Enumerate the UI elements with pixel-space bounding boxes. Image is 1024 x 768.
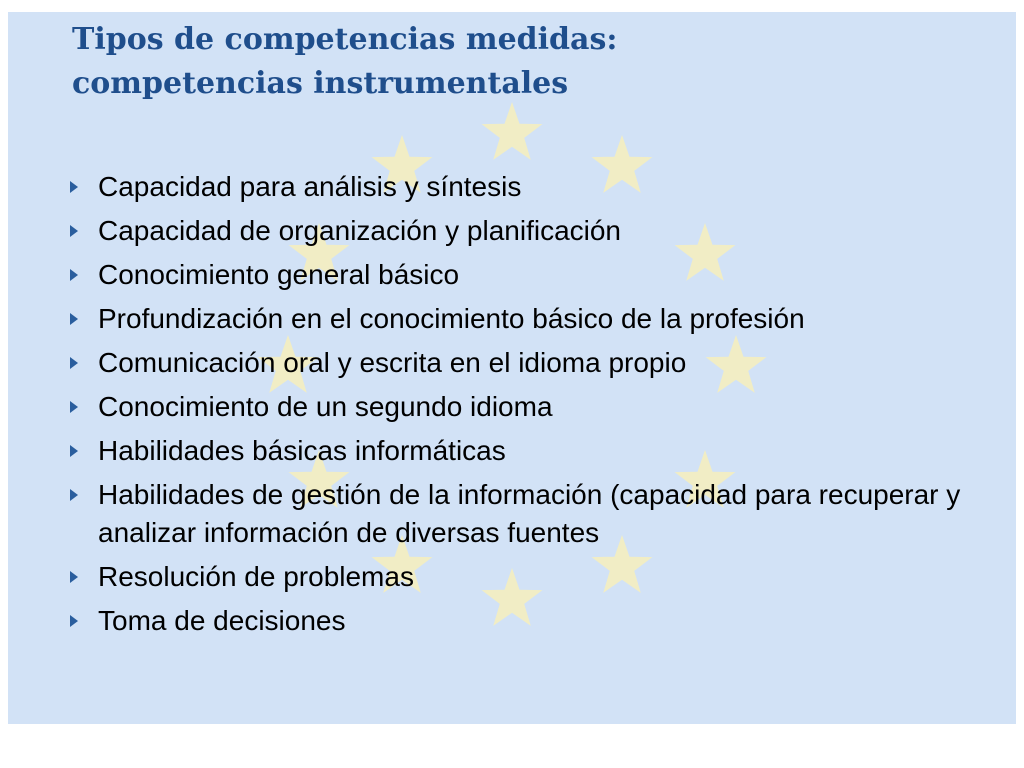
list-item [70, 344, 970, 382]
triangle-bullet-icon [70, 357, 78, 369]
triangle-bullet-icon [70, 401, 78, 413]
triangle-bullet-icon [70, 181, 78, 193]
list-item-text: Resolución de problemas [98, 561, 414, 592]
list-item [70, 558, 970, 596]
triangle-bullet-icon [70, 615, 78, 627]
slide-title-line-1: Tipos de competencias medidas: [72, 22, 618, 57]
list-item-text: Conocimiento de un segundo idioma [98, 391, 553, 422]
triangle-bullet-icon [70, 489, 78, 501]
triangle-bullet-icon [70, 313, 78, 325]
list-item [70, 212, 970, 250]
list-item-text: Habilidades básicas informáticas [98, 435, 506, 466]
list-item-text: Profundización en el conocimiento básico de la profesión [98, 303, 805, 334]
list-item [70, 432, 970, 470]
list-item [70, 300, 970, 338]
list-item-text: Conocimiento general básico [98, 259, 460, 290]
triangle-bullet-icon [70, 269, 78, 281]
slide-title-line-2: competencias instrumentales [72, 66, 569, 101]
list-item [70, 602, 970, 640]
triangle-bullet-icon [70, 571, 78, 583]
slide-title [72, 18, 617, 106]
list-item [70, 256, 970, 294]
list-item-text: Capacidad de organización y planificación [98, 215, 622, 246]
triangle-bullet-icon [70, 445, 78, 457]
list-item-text: Capacidad para análisis y síntesis [98, 171, 522, 202]
list-item-text: Habilidades de gestión de la información (capacidad para recuperar y analizar información de diversas fuentes [98, 479, 961, 548]
list-item-text: Toma de decisiones [98, 605, 346, 636]
triangle-bullet-icon [70, 225, 78, 237]
competencias-list [70, 168, 970, 646]
list-item-text: Comunicación oral y escrita en el idioma propio [98, 347, 687, 378]
list-item [70, 388, 970, 426]
list-item [70, 476, 970, 552]
list-item [70, 168, 970, 206]
